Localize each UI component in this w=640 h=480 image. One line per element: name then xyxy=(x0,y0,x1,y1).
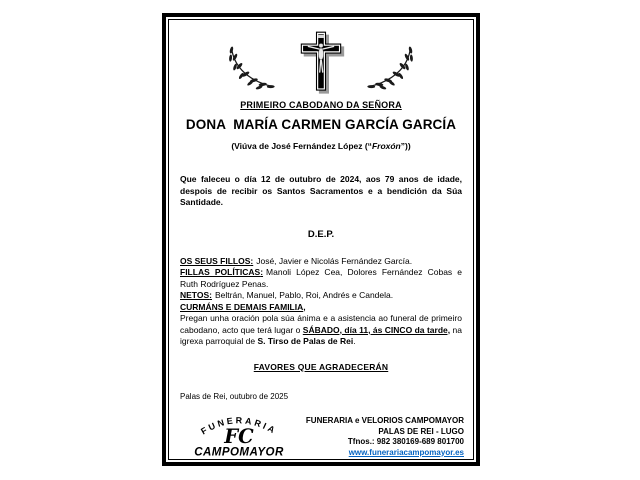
contact-phones-line: Tfnos.: 982 380169-689 801700 xyxy=(347,437,464,446)
funeral-datetime-highlight: SÁBADO, día 11, ás CINCO da tarde, xyxy=(302,324,451,335)
logo-arc-text: FUNERARIA xyxy=(199,415,279,437)
family-label: OS SEUS FILLOS: xyxy=(180,255,254,266)
deceased-alias: Froxón xyxy=(371,141,401,151)
church-name: S. Tirso de Palas de Rei xyxy=(257,336,354,346)
laurel-branch-left-icon xyxy=(226,42,278,92)
website-link[interactable]: www.funerariacampomayor.es xyxy=(348,447,464,457)
favors-line: FAVORES QUE AGRADECERÁN xyxy=(253,361,389,372)
contact-company-line: FUNERARIA e VELORIOS CAMPOMAYOR xyxy=(305,416,464,425)
esquela-card-inner xyxy=(168,19,474,460)
family-row-fillas-politicas xyxy=(180,267,462,290)
family-names: José, Javier e Nicolás Fernández García. xyxy=(256,255,413,266)
deceased-name: DONA MARÍA CARMEN GARCÍA GARCÍA xyxy=(185,117,457,132)
memorial-artwork xyxy=(169,30,473,94)
pre-title: PRIMEIRO CABODANO DA SEÑORA xyxy=(240,100,402,110)
contact-block xyxy=(306,416,464,458)
place-dateline: Palas de Rei, outubro de 2025 xyxy=(180,392,289,401)
family-row-netos xyxy=(180,290,462,302)
logo-monogram: FC xyxy=(224,424,254,448)
family-label: FILLAS POLÍTICAS: xyxy=(180,267,264,277)
esquela-card xyxy=(162,13,480,466)
funeral-invitation-paragraph: Pregan unha oración pola súa ánima e a asistencia ao funeral de primeiro cabodano, acto que terá lugar o SÁBADO, día 11, ás CINCO da tarde, na igrexa parroquial de S. Tirso de Palas de Rei. xyxy=(180,313,462,346)
family-names: Beltrán, Manuel, Pablo, Roi, Andrés e Candela. xyxy=(214,290,394,300)
laurel-branch-right-icon xyxy=(364,42,416,92)
family-names: Manoli López Cea, Dolores Fernández Cobas e Ruth Rodríguez Penas. xyxy=(180,267,462,289)
family-list xyxy=(180,256,462,348)
subtitle-suffix: ”)) xyxy=(400,141,411,151)
family-label: NETOS: xyxy=(180,290,212,300)
dep-abbreviation: D.E.P. xyxy=(307,228,335,240)
death-notice-paragraph: Que faleceu o día 12 de outubro de 2024, aos 79 anos de idade, despois de recibir os Santos Sacramentos e a bendición da Súa Santidade. xyxy=(180,174,462,207)
contact-location-line: PALAS DE REI - LUGO xyxy=(378,426,464,436)
family-row-curmans xyxy=(180,302,462,314)
logo-company-name: CAMPOMAYOR xyxy=(194,446,284,458)
family-row-fillos xyxy=(180,256,462,268)
deceased-subtitle xyxy=(169,141,473,152)
family-label: CURMÁNS E DEMAIS FAMILIA, xyxy=(180,301,306,312)
footer xyxy=(177,410,464,458)
crucifix-icon xyxy=(292,30,350,94)
campomayor-logo xyxy=(177,410,301,458)
subtitle-prefix: (Viúva de José Fernández López (“ xyxy=(231,141,372,151)
